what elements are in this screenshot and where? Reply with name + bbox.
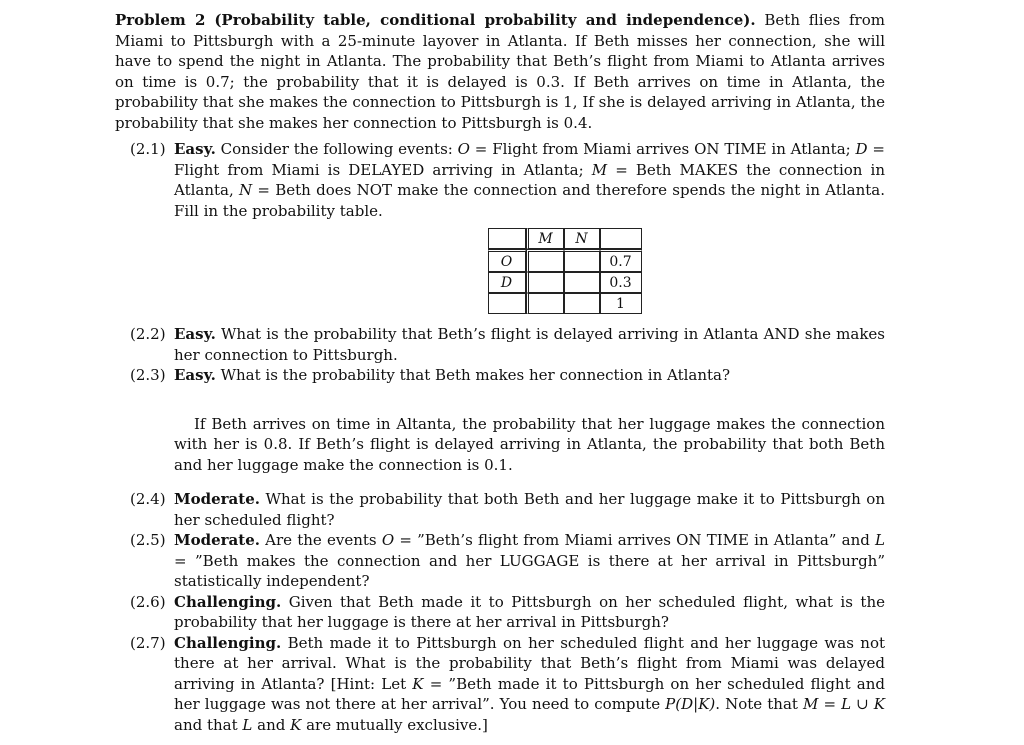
part-text: Given that Beth made it to Pittsburgh on her scheduled flight, what is the probability that her luggage is there at her arrival in Pittsburgh? [174,592,885,631]
difficulty-label: Moderate. [174,490,260,508]
part-text: and [252,715,291,734]
difficulty-label: Easy. [174,140,216,158]
math-var: L [875,531,885,549]
part-text: What is the probability that Beth makes her connection in Atlanta? [215,366,731,384]
part-text: = Flight from Miami is DELAYED arriving in Atlanta; [174,140,885,179]
part-2-7 [115,633,885,736]
math-var: M [591,160,608,179]
part-text: What is the probability that both Beth and her luggage make it to Pittsburgh on her scheduled flight? [174,490,885,529]
part-number: (2.3) [130,366,166,384]
table-row-total: 0.3 [600,272,642,293]
part-number: (2.5) [130,531,166,549]
luggage-paragraph: If Beth arrives on time in Altanta, the probability that her luggage makes the connection with her is 0.8. If Beth’s flight is delayed arriving in Atlanta, the probability that both Beth and her luggage make the connection is 0.1. [174,414,885,474]
part-number: (2.7) [130,633,166,652]
part-text: Beth made it to Pittsburgh on her scheduled flight and her luggage was not there at her arrival. What is the probability that Beth’s flight from Miami was delayed arriving in Atlanta? [Hint: Let [174,633,885,693]
part-2-4 [115,489,885,530]
probability-table-wrap [174,228,885,314]
problem-title: (Probability table, conditional probability and independence). [214,11,756,29]
part-text: What is the probability that Beth’s flight is delayed arriving in Atlanta AND she makes her connection to Pittsburgh. [174,325,885,364]
part-2-1 [115,139,885,314]
table-input-cell[interactable] [526,293,564,314]
table-input-cell[interactable] [526,272,564,293]
difficulty-label: Easy. [174,325,216,343]
table-empty-cell [488,293,526,314]
difficulty-label: Easy. [174,366,216,384]
math-expression: M = L ∪ K [803,695,885,713]
part-text: = Beth does NOT make the connection and therefore spends the night in Atlanta. Fill in the probability table. [174,181,885,220]
problem-label: Problem 2 [115,11,206,29]
part-text: = Beth MAKES the connection in Atlanta, [174,160,885,199]
part-2-5 [115,530,885,592]
table-empty-cell [600,228,642,249]
part-number: (2.2) [130,325,166,343]
math-var: K [412,674,424,693]
table-input-cell[interactable] [564,293,600,314]
part-text: = Flight from Miami arrives ON TIME in Atlanta; [469,140,856,158]
table-corner-cell [488,228,526,249]
math-var: D [855,140,868,158]
table-col-header: N [564,228,600,249]
difficulty-label: Challenging. [174,592,282,611]
part-text: and that [174,715,243,734]
table-row-total: 0.7 [600,249,642,272]
table-input-cell[interactable] [526,249,564,272]
part-number: (2.6) [130,592,166,611]
table-input-cell[interactable] [564,249,600,272]
part-number: (2.4) [130,490,166,508]
part-text: Are the events [259,531,382,549]
part-2-2 [115,324,885,365]
part-number: (2.1) [130,140,166,158]
math-var: O [457,140,470,158]
math-var: K [290,715,302,734]
table-col-header: M [526,228,564,249]
problem-intro-text: Beth flies from Miami to Pittsburgh with a 25-minute layover in Atlanta. If Beth misses her connection, she will have to spend the night in Atlanta. The probability that Beth’s flight from Miami to Atlanta arrives on time is 0.7; the probability that it is delayed is 0.3. If Beth arrives on time in Atlanta, the probability that she makes the connection to Pittsburgh is 1, If she is delayed arriving in Atlanta, the probability that she makes her connection to Pittsburgh is 0.4. [115,11,885,132]
part-text: . Note that [715,695,803,713]
table-row-header: D [488,272,526,293]
math-var: O [381,531,395,549]
table-grand-total: 1 [600,293,642,314]
problem-intro [115,10,885,133]
math-var: N [239,181,253,199]
table-input-cell[interactable] [564,272,600,293]
part-text: are mutually exclusive.] [301,715,488,734]
part-2-3 [115,365,885,386]
problem-page [115,10,885,735]
part-text: Consider the following events: [215,140,458,158]
part-text: = ”Beth makes the connection and her LUGGAGE is there at her arrival in Pittsburgh” statistically independent? [174,551,885,590]
math-var: L [242,715,253,734]
difficulty-label: Moderate. [174,531,260,549]
probability-table [488,228,642,314]
math-expression: P(D|K) [665,695,716,713]
part-2-6 [115,592,885,633]
difficulty-label: Challenging. [174,633,282,652]
part-text: = ”Beth’s flight from Miami arrives ON TIME in Atlanta” and [394,531,876,549]
part-text: = ”Beth made it to Pittsburgh on her scheduled flight and her luggage was not there at her arrival”. You need to compute [174,674,885,713]
table-row-header: O [488,249,526,272]
